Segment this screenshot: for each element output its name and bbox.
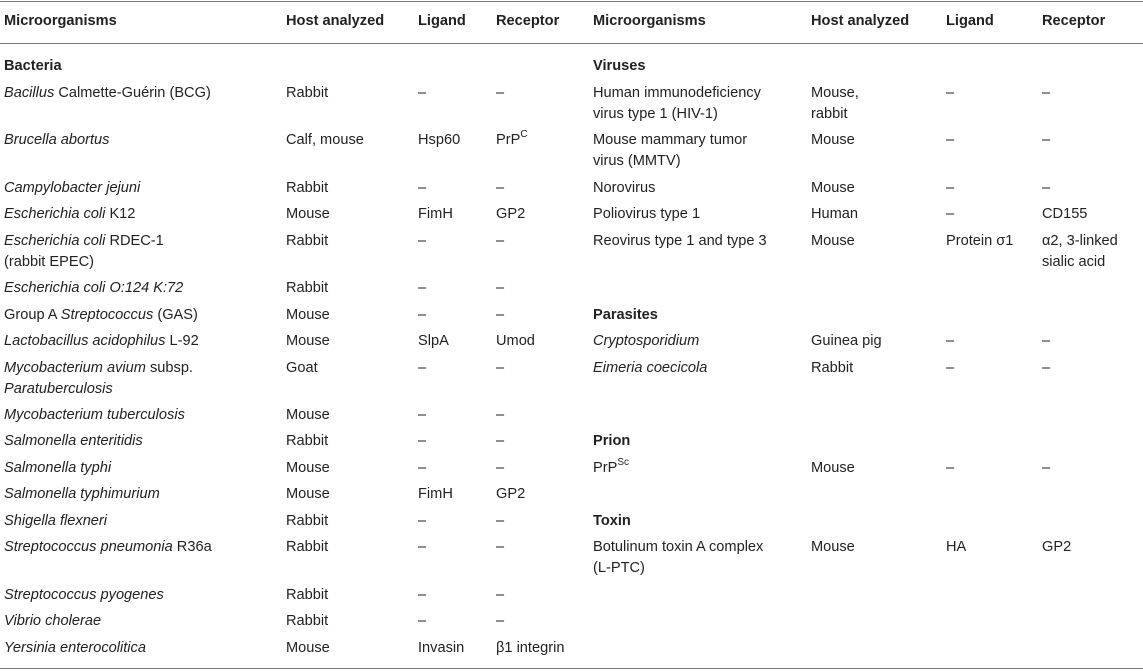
table-row-receptor: CD155 [1042, 206, 1088, 222]
table-row-ligand: – [946, 132, 955, 148]
table-row-host: Rabbit [286, 85, 329, 101]
table-row-receptor: – [1042, 132, 1051, 148]
table-row-host: Mouse [286, 307, 330, 323]
table-row-ligand: – [418, 613, 427, 629]
table-row-name: Salmonella typhi [4, 460, 112, 476]
table-row-name: Vibrio cholerae [4, 613, 102, 629]
table-row-name: Salmonella typhimurium [4, 486, 160, 502]
table-row-name: Lactobacillus acidophilus L-92 [4, 333, 199, 349]
table-row-ligand: – [418, 460, 427, 476]
table-row-ligand: – [418, 539, 427, 555]
table-row-name: Norovirus [593, 180, 656, 196]
table-row-host: Mouse [811, 233, 855, 249]
table-row-ligand: – [418, 587, 427, 603]
table-row-ligand: – [946, 333, 955, 349]
table-row-host: Human [811, 206, 859, 222]
table-row-ligand: – [946, 180, 955, 196]
table-row-host: Rabbit [286, 433, 329, 449]
table-row-host: Mouse [286, 460, 330, 476]
table-row-host: Mouse [811, 132, 855, 148]
table-row-ligand: Protein σ1 [946, 233, 1014, 249]
section-parasites: Parasites [593, 307, 658, 323]
table-row-ligand: – [418, 85, 427, 101]
table-row-host: Rabbit [286, 539, 329, 555]
header-ligand-left: Ligand [418, 13, 466, 29]
table-row-host: Goat [286, 360, 318, 376]
table-row-name: Bacillus Calmette-Guérin (BCG) [4, 85, 211, 101]
section-prion: Prion [593, 433, 631, 449]
table-row-ligand: Hsp60 [418, 132, 461, 148]
table-row-receptor: – [496, 307, 505, 323]
table-bottom-rule [0, 668, 1143, 669]
table-row-receptor: – [1042, 85, 1051, 101]
table-row-receptor: – [496, 360, 505, 376]
table-row-name: Group A Streptococcus (GAS) [4, 307, 198, 323]
table-row-ligand: Invasin [418, 640, 465, 656]
table-row-name: Human immunodeficiency [593, 85, 761, 101]
table-row-name: Botulinum toxin A complex [593, 539, 764, 555]
header-receptor-right: Receptor [1042, 13, 1106, 29]
table-row-receptor: – [496, 180, 505, 196]
table-row-ligand: – [946, 206, 955, 222]
table-row-host: Rabbit [286, 233, 329, 249]
table-row-name: Escherichia coli O:124 K:72 [4, 280, 184, 296]
table-row-receptor: – [496, 85, 505, 101]
table-row-ligand: FimH [418, 486, 453, 502]
header-microorganisms-right: Microorganisms [593, 13, 706, 29]
section-viruses: Viruses [593, 58, 646, 74]
table-row-receptor: – [1042, 180, 1051, 196]
table-row-name: Escherichia coli RDEC-1 [4, 233, 164, 249]
table-row-host: Mouse, [811, 85, 859, 101]
table-row-host: Mouse [286, 206, 330, 222]
table-row-ligand: – [946, 85, 955, 101]
table-row-receptor: β1 integrin [496, 640, 565, 656]
table-row-ligand: – [418, 360, 427, 376]
table-row-name: Salmonella enteritidis [4, 433, 143, 449]
table-row-receptor: Umod [496, 333, 535, 349]
table-row-receptor: GP2 [496, 206, 526, 222]
table-row-name: Brucella abortus [4, 132, 110, 148]
table-row-host: Mouse [286, 640, 330, 656]
header-host-right: Host analyzed [811, 13, 910, 29]
table-row-host: Guinea pig [811, 333, 882, 349]
table-row-host: Mouse [286, 333, 330, 349]
table-row-host: Mouse [811, 539, 855, 555]
table-row-ligand: – [946, 460, 955, 476]
table-row-ligand: – [418, 513, 427, 529]
table-row-ligand: – [946, 360, 955, 376]
table-row-name-line2: (L-PTC) [593, 560, 645, 576]
table-row-receptor: – [496, 587, 505, 603]
table-row-ligand: – [418, 180, 427, 196]
header-receptor-left: Receptor [496, 13, 560, 29]
table-row-ligand: HA [946, 539, 967, 555]
table-row-ligand: – [418, 307, 427, 323]
table-row-host: Mouse [811, 180, 855, 196]
table-row-receptor: – [496, 613, 505, 629]
table-header-rule [0, 43, 1143, 44]
table-row-receptor: GP2 [496, 486, 526, 502]
table-row-host: Calf, mouse [286, 132, 364, 148]
table-row-name: Shigella flexneri [4, 513, 108, 529]
table-row-ligand: SlpA [418, 333, 449, 349]
table-row-host: Mouse [286, 486, 330, 502]
table-row-name: Streptococcus pneumonia R36a [4, 539, 212, 555]
table-row-name: Cryptosporidium [593, 333, 700, 349]
table-row-receptor: – [1042, 460, 1051, 476]
table-row-host: Rabbit [811, 360, 854, 376]
table-row-host-line2: rabbit [811, 106, 848, 122]
table-row-name: Reovirus type 1 and type 3 [593, 233, 767, 249]
table-row-name: Mycobacterium avium subsp. [4, 360, 193, 376]
table-row-host: Rabbit [286, 180, 329, 196]
table-row-receptor: α2, 3-linked [1042, 233, 1118, 249]
header-host-left: Host analyzed [286, 13, 385, 29]
table-row-receptor: – [496, 233, 505, 249]
table-row-name: Poliovirus type 1 [593, 206, 701, 222]
table-row-name: Yersinia enterocolitica [4, 640, 146, 656]
table-row-host: Rabbit [286, 587, 329, 603]
section-toxin: Toxin [593, 513, 631, 529]
header-microorganisms-left: Microorganisms [4, 13, 117, 29]
table-row-ligand: – [418, 233, 427, 249]
table-row-name: Escherichia coli K12 [4, 206, 136, 222]
table-row-ligand: FimH [418, 206, 453, 222]
table-row-name-line2: virus type 1 (HIV-1) [593, 106, 718, 122]
table-row-receptor: – [496, 407, 505, 423]
table-row-host: Rabbit [286, 280, 329, 296]
table-row-host: Mouse [286, 407, 330, 423]
table-row-receptor: – [496, 539, 505, 555]
table-row-ligand: – [418, 407, 427, 423]
table-row-ligand: – [418, 280, 427, 296]
table-row-receptor: – [1042, 333, 1051, 349]
table-row-host: Rabbit [286, 513, 329, 529]
table-row-host: Mouse [811, 460, 855, 476]
table-row-name-line2: Paratuberculosis [4, 381, 113, 397]
table-row-name: Eimeria coecicola [593, 360, 708, 376]
table-top-rule [0, 1, 1143, 2]
table-row-name: Streptococcus pyogenes [4, 587, 164, 603]
table-row-receptor: – [496, 513, 505, 529]
table-row-receptor: – [496, 433, 505, 449]
table-row-name: Campylobacter jejuni [4, 180, 141, 196]
table-row-host: Rabbit [286, 613, 329, 629]
table-row-receptor: – [496, 280, 505, 296]
table-row-name-line2: virus (MMTV) [593, 153, 681, 169]
table-row-receptor: – [496, 460, 505, 476]
table-row-receptor: – [1042, 360, 1051, 376]
table-row-name: Mycobacterium tuberculosis [4, 407, 185, 423]
section-bacteria: Bacteria [4, 58, 62, 74]
table-row-ligand: – [418, 433, 427, 449]
table-row-receptor-line2: sialic acid [1042, 254, 1106, 270]
table-row-receptor: GP2 [1042, 539, 1072, 555]
header-ligand-right: Ligand [946, 13, 994, 29]
table-row-name-line2: (rabbit EPEC) [4, 254, 95, 270]
table-row-name: Mouse mammary tumor [593, 132, 748, 148]
table-row-receptor: PrP$^C$ [496, 129, 528, 148]
table-row-name: PrP$^{Sc}$ [593, 457, 629, 476]
